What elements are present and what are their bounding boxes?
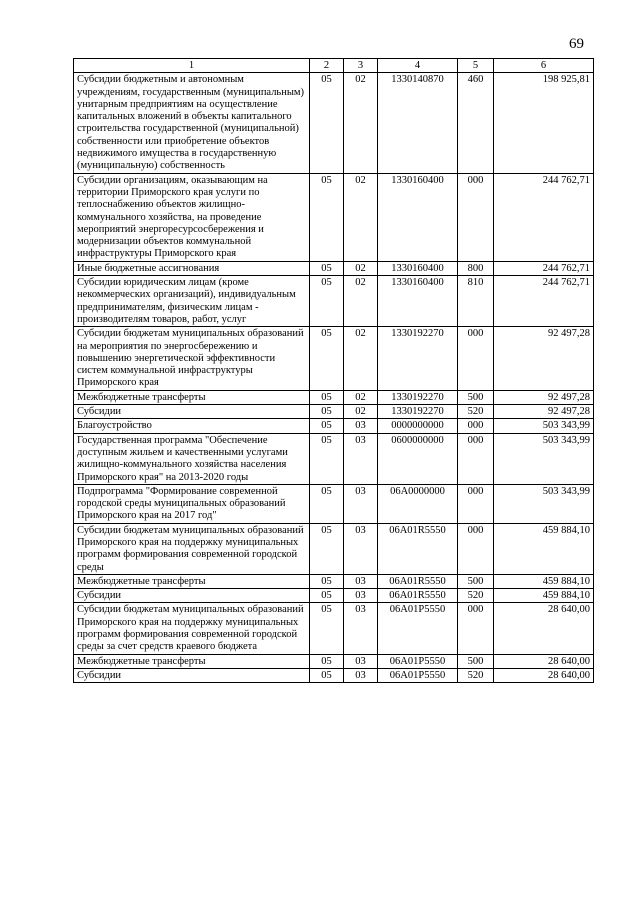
row-name: Межбюджетные трансферты — [74, 390, 310, 404]
row-target-code: 1330160400 — [378, 276, 458, 327]
row-expense-type: 810 — [458, 276, 494, 327]
row-name: Государственная программа "Обеспечение доступным жильем и качественными услугами жилищно-коммунального хозяйства населения Приморского края" на 2013-2020 годы — [74, 433, 310, 484]
table-row — [74, 419, 594, 433]
row-amount: 28 640,00 — [494, 603, 594, 654]
row-target-code: 0600000000 — [378, 433, 458, 484]
column-header: 4 — [378, 59, 458, 73]
row-expense-type: 000 — [458, 327, 494, 390]
row-name: Межбюджетные трансферты — [74, 574, 310, 588]
row-subsection: 03 — [344, 668, 378, 682]
row-section: 05 — [310, 327, 344, 390]
row-expense-type: 500 — [458, 654, 494, 668]
column-header: 3 — [344, 59, 378, 73]
row-target-code: 06А0000000 — [378, 484, 458, 523]
row-section: 05 — [310, 574, 344, 588]
row-name: Субсидии юридическим лицам (кроме некоммерческих организаций), индивидуальным предпринимателям, физическим лицам - производителям товаров, работ, услуг — [74, 276, 310, 327]
row-target-code: 06А01Р5550 — [378, 668, 458, 682]
table-body — [74, 73, 594, 683]
row-amount: 503 343,99 — [494, 419, 594, 433]
header-row — [74, 59, 594, 73]
row-section: 05 — [310, 419, 344, 433]
table-row — [74, 668, 594, 682]
row-name: Субсидии бюджетам муниципальных образований на мероприятия по энергосбережению и повышению энергетической эффективности систем коммунальной инфраструктуры Приморского края — [74, 327, 310, 390]
row-expense-type: 800 — [458, 261, 494, 275]
row-section: 05 — [310, 484, 344, 523]
table-row — [74, 484, 594, 523]
row-name: Субсидии — [74, 589, 310, 603]
row-target-code: 06А01R5550 — [378, 574, 458, 588]
row-amount: 244 762,71 — [494, 276, 594, 327]
row-amount: 459 884,10 — [494, 523, 594, 574]
row-amount: 503 343,99 — [494, 433, 594, 484]
row-expense-type: 520 — [458, 589, 494, 603]
row-expense-type: 000 — [458, 433, 494, 484]
row-amount: 92 497,28 — [494, 327, 594, 390]
row-subsection: 03 — [344, 433, 378, 484]
row-expense-type: 000 — [458, 523, 494, 574]
row-section: 05 — [310, 433, 344, 484]
row-subsection: 02 — [344, 173, 378, 261]
row-section: 05 — [310, 390, 344, 404]
row-target-code: 06А01Р5550 — [378, 654, 458, 668]
row-subsection: 02 — [344, 276, 378, 327]
table-row — [74, 173, 594, 261]
row-amount: 459 884,10 — [494, 589, 594, 603]
row-section: 05 — [310, 603, 344, 654]
row-subsection: 03 — [344, 484, 378, 523]
row-target-code: 0000000000 — [378, 419, 458, 433]
row-target-code: 1330192270 — [378, 390, 458, 404]
row-subsection: 02 — [344, 405, 378, 419]
row-name: Субсидии организациям, оказывающим на территории Приморского края услуги по теплоснабжению объектов жилищно-коммунального хозяйства, на проведение мероприятий энергоресурсосбережения и модернизации объектов коммунальной инфраструктуры Приморского края — [74, 173, 310, 261]
row-expense-type: 460 — [458, 73, 494, 173]
table-row — [74, 405, 594, 419]
row-amount: 28 640,00 — [494, 668, 594, 682]
row-amount: 459 884,10 — [494, 574, 594, 588]
table-row — [74, 276, 594, 327]
page-number: 69 — [569, 36, 584, 52]
row-amount: 28 640,00 — [494, 654, 594, 668]
table-row — [74, 261, 594, 275]
row-subsection: 03 — [344, 589, 378, 603]
row-name: Межбюджетные трансферты — [74, 654, 310, 668]
row-section: 05 — [310, 668, 344, 682]
budget-table — [73, 58, 594, 683]
row-subsection: 03 — [344, 574, 378, 588]
row-subsection: 02 — [344, 73, 378, 173]
row-amount: 198 925,81 — [494, 73, 594, 173]
column-header: 5 — [458, 59, 494, 73]
row-subsection: 03 — [344, 603, 378, 654]
row-section: 05 — [310, 276, 344, 327]
row-name: Подпрограмма "Формирование современной городской среды муниципальных образований Приморского края на 2017 год" — [74, 484, 310, 523]
row-target-code: 06А01R5550 — [378, 589, 458, 603]
row-section: 05 — [310, 523, 344, 574]
table-row — [74, 523, 594, 574]
row-section: 05 — [310, 589, 344, 603]
table-row — [74, 433, 594, 484]
row-expense-type: 520 — [458, 405, 494, 419]
row-name: Субсидии бюджетам муниципальных образований Приморского края на поддержку муниципальных программ формирования современной городской среды за счет средств краевого бюджета — [74, 603, 310, 654]
row-target-code: 1330140870 — [378, 73, 458, 173]
row-expense-type: 520 — [458, 668, 494, 682]
row-section: 05 — [310, 654, 344, 668]
row-section: 05 — [310, 73, 344, 173]
row-expense-type: 000 — [458, 173, 494, 261]
row-subsection: 02 — [344, 261, 378, 275]
row-amount: 92 497,28 — [494, 405, 594, 419]
row-amount: 92 497,28 — [494, 390, 594, 404]
row-target-code: 1330192270 — [378, 405, 458, 419]
table-row — [74, 73, 594, 173]
column-header: 2 — [310, 59, 344, 73]
row-amount: 244 762,71 — [494, 261, 594, 275]
table-row — [74, 574, 594, 588]
row-subsection: 03 — [344, 419, 378, 433]
table-row — [74, 603, 594, 654]
row-section: 05 — [310, 173, 344, 261]
row-target-code: 06А01R5550 — [378, 523, 458, 574]
column-header: 6 — [494, 59, 594, 73]
row-subsection: 02 — [344, 327, 378, 390]
row-target-code: 1330160400 — [378, 173, 458, 261]
table-row — [74, 654, 594, 668]
row-expense-type: 500 — [458, 390, 494, 404]
row-expense-type: 000 — [458, 419, 494, 433]
row-name: Субсидии бюджетным и автономным учреждениям, государственным (муниципальным) унитарным предприятиям на осуществление капитальных вложений в объекты капитального строительства государственной (муниципальной) собственности или приобретение объектов недвижимого имущества в государственную (муниципальную) собственность — [74, 73, 310, 173]
table-row — [74, 327, 594, 390]
row-subsection: 03 — [344, 523, 378, 574]
row-name: Субсидии бюджетам муниципальных образований Приморского края на поддержку муниципальных программ формирования современной городской среды — [74, 523, 310, 574]
table-row — [74, 390, 594, 404]
row-name: Иные бюджетные ассигнования — [74, 261, 310, 275]
row-target-code: 1330192270 — [378, 327, 458, 390]
row-name: Субсидии — [74, 405, 310, 419]
row-expense-type: 000 — [458, 603, 494, 654]
row-expense-type: 000 — [458, 484, 494, 523]
column-header: 1 — [74, 59, 310, 73]
row-amount: 244 762,71 — [494, 173, 594, 261]
row-section: 05 — [310, 405, 344, 419]
row-name: Субсидии — [74, 668, 310, 682]
row-amount: 503 343,99 — [494, 484, 594, 523]
row-expense-type: 500 — [458, 574, 494, 588]
row-name: Благоустройство — [74, 419, 310, 433]
row-target-code: 06А01Р5550 — [378, 603, 458, 654]
table-row — [74, 589, 594, 603]
row-section: 05 — [310, 261, 344, 275]
row-subsection: 03 — [344, 654, 378, 668]
row-target-code: 1330160400 — [378, 261, 458, 275]
row-subsection: 02 — [344, 390, 378, 404]
